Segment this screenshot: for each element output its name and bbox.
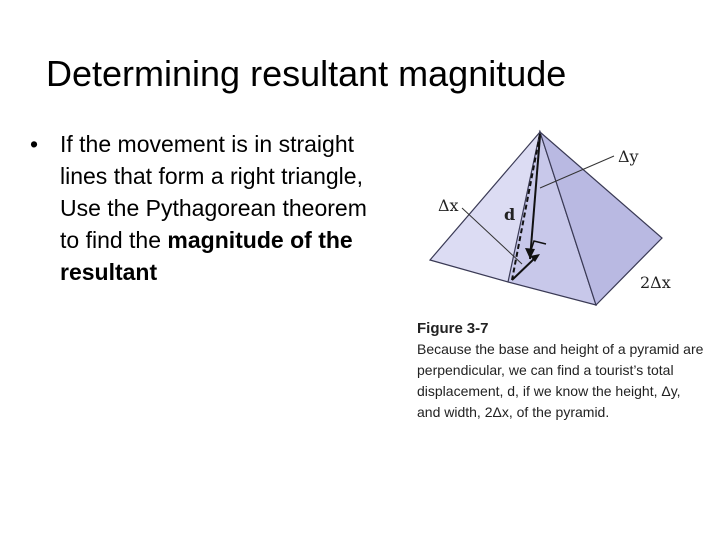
- bullet-continuation-text: Use the Pythagorean theorem to find the: [60, 195, 367, 253]
- d-label: d: [504, 205, 516, 224]
- bullet-text: If the movement is in straight lines that form a right triangle,: [60, 131, 363, 189]
- figure-caption-number: 3-7: [466, 320, 489, 337]
- bullet-list: [30, 128, 370, 288]
- pyramid-figure: [400, 120, 700, 310]
- bullet-item: [30, 128, 370, 192]
- two-dx-label: 2Δx: [640, 273, 671, 292]
- figure-caption: [417, 318, 707, 423]
- dx-label: Δx: [438, 196, 459, 215]
- figure-caption-text: Because the base and height of a pyramid are perpendicular, we can find a tourist’s total displacement, d, if we know the height, Δy, and width, 2Δx, of the pyramid.: [417, 341, 704, 420]
- bullet-dot-icon: •: [30, 131, 39, 157]
- bullet-emphasis: magnitude of the resultant: [60, 227, 353, 285]
- figure-caption-label: Figure: [417, 320, 463, 337]
- dy-label: Δy: [618, 147, 639, 166]
- bullet-continuation: [30, 192, 370, 288]
- slide-title: Determining resultant magnitude: [46, 53, 567, 94]
